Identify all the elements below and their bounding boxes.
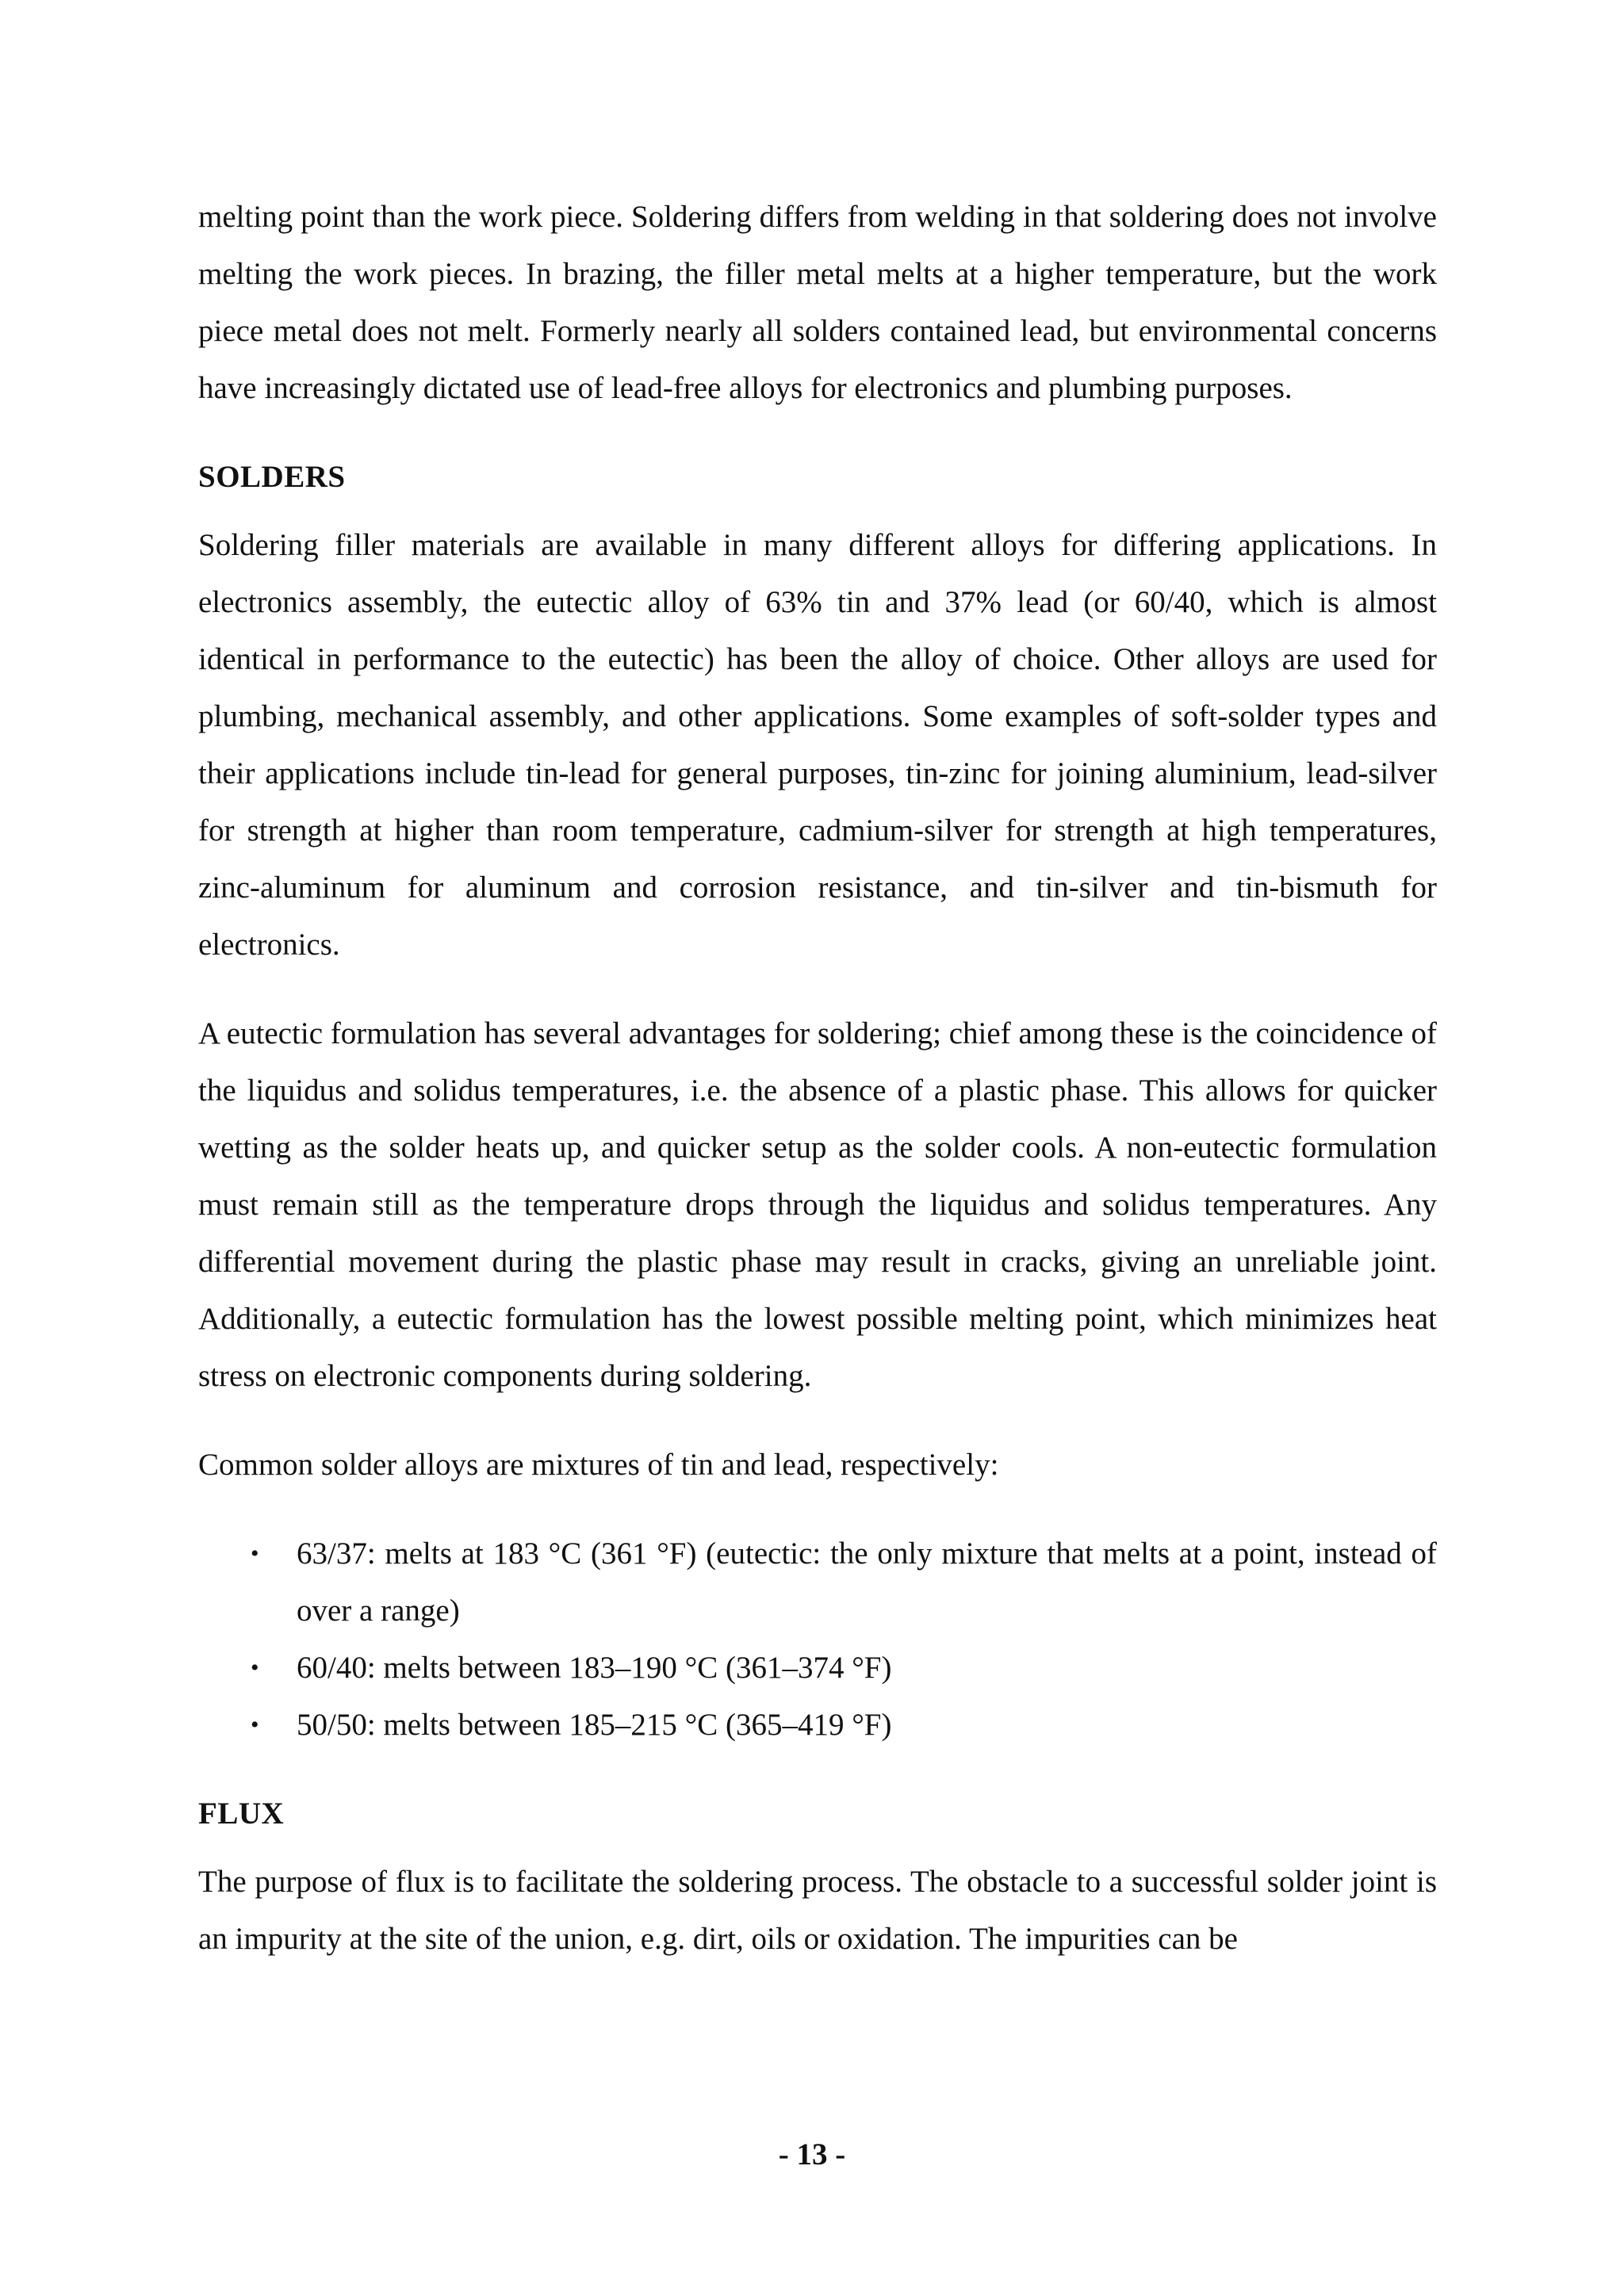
common-alloys-paragraph: Common solder alloys are mixtures of tin and lead, respectively:	[198, 1448, 999, 1482]
eutectic-paragraph: A eutectic formulation has several advantages for soldering; chief among these is the coincidence of the liquidus and solidus temperatures, i.e. the absence of a plastic phase. This allows for quicker wetting as the solder heats up, and quicker setup as the solder cools. A non-eutectic formulation must remain still as the temperature drops through the liquidus and solidus temperatures. Any differential movement during the plastic phase may result in cracks, giving an unreliable joint. Additionally, a eutectic formulation has the lowest possible melting point, which minimizes heat stress on electronic components during soldering.	[198, 1016, 1437, 1393]
alloy-list	[198, 1525, 1437, 1754]
list-item	[198, 1697, 1437, 1754]
flux-paragraph: The purpose of flux is to facilitate the soldering process. The obstacle to a successful solder joint is an impurity at the site of the union, e.g. dirt, oils or oxidation. The impurities can be	[198, 1865, 1437, 1956]
document-page	[198, 189, 1437, 1968]
list-item	[198, 1640, 1437, 1697]
section-heading-solders: SOLDERS	[198, 460, 346, 494]
solders-paragraph: Soldering filler materials are available in many different alloys for differing applications. In electronics assembly, the eutectic alloy of 63% tin and 37% lead (or 60/40, which is almost identical in performance to the eutectic) has been the alloy of choice. Other alloys are used for plumbing, mechanical assembly, and other applications. Some examples of soft-solder types and their applications include tin-lead for general purposes, tin-zinc for joining aluminium, lead-silver for strength at higher than room temperature, cadmium-silver for strength at high temperatures, zinc-aluminum for aluminum and corrosion resistance, and tin-silver and tin-bismuth for electronics.	[198, 528, 1437, 962]
section-heading-flux: FLUX	[198, 1797, 285, 1831]
intro-paragraph: melting point than the work piece. Soldering differs from welding in that soldering does not involve melting the work pieces. In brazing, the filler metal melts at a higher temperature, but the work piece metal does not melt. Formerly nearly all solders contained lead, but environmental concerns have increasingly dictated use of lead-free alloys for electronics and plumbing purposes.	[198, 200, 1437, 405]
list-item	[198, 1525, 1437, 1640]
bullet-icon: •	[251, 1655, 259, 1681]
list-item-text: 50/50: melts between 185–215 °C (365–419 °F)	[297, 1708, 892, 1742]
list-item-text: 60/40: melts between 183–190 °C (361–374 °F)	[297, 1651, 892, 1685]
list-item-text: 63/37: melts at 183 °C (361 °F) (eutectic: the only mixture that melts at a point, instead of over a range)	[297, 1536, 1437, 1628]
bullet-icon: •	[251, 1712, 259, 1738]
page-number: - 13 -	[778, 2137, 846, 2172]
bullet-icon: •	[251, 1540, 259, 1567]
